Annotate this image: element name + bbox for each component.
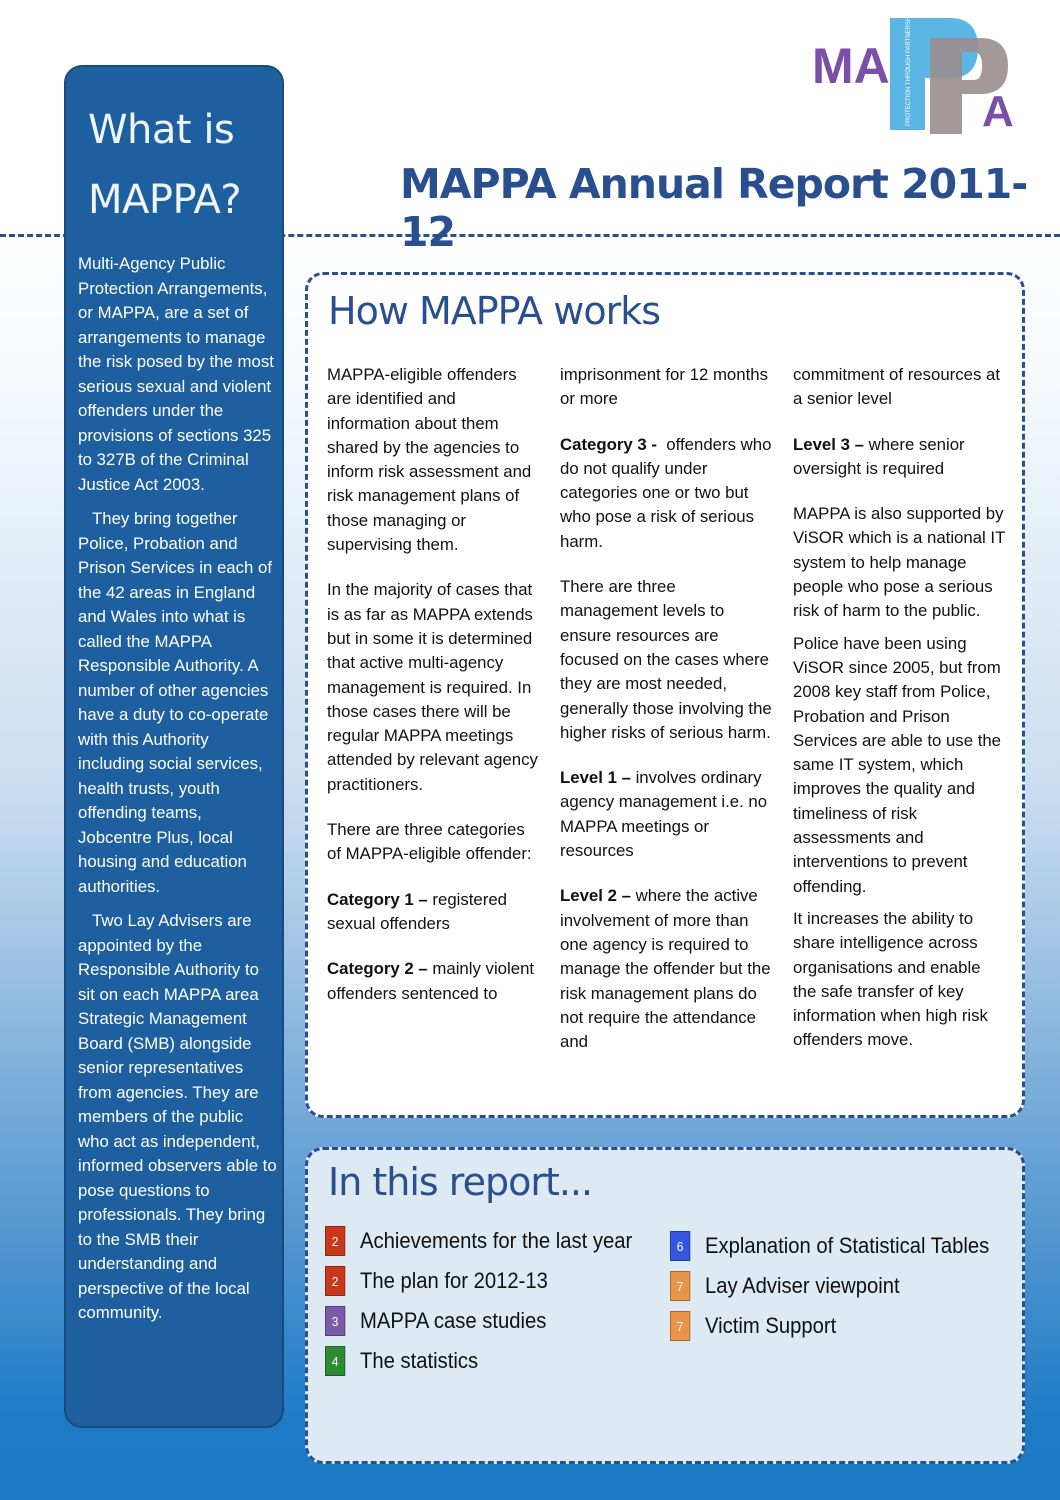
category-1 [327,888,542,937]
sidebar-title [66,67,282,235]
text: offenders who do not qualify under categories one or two but who pose a risk of serious harm. [560,434,777,551]
label: Level 1 – [560,768,631,788]
paragraph: It increases the ability to share intelligence across organisations and enable the safe transfer of key information when high risk offenders move. [793,908,988,1050]
page-number-badge: 6 [670,1231,690,1261]
what-is-mappa-panel [64,65,284,1428]
level-3 [793,433,1008,482]
sidebar-paragraph: They bring together Police, Probation and Prison Services in each of the 42 areas in England and Wales into what is called the MAPPA Responsible Authority. A number of other agencies have a duty to co-operate with this Authority including social services, health trusts, youth offending teams, Jobcentre Plus, local housing and education authorities. [78,509,273,896]
sidebar-title-line2: MAPPA? [88,177,242,223]
paragraph: imprisonment for 12 months or more [560,365,768,409]
level-1 [560,766,775,863]
report-item[interactable] [670,1311,836,1341]
paragraph: There are three management levels to ensure resources are focused on the cases where they are most needed, generally those involving the higher risks of serious harm. [560,577,772,742]
logo-ma-letters: MA [812,38,890,94]
logo-a-letter: A [982,87,1014,134]
page-number-badge: 7 [670,1311,690,1341]
report-item-label: The plan for 2012-13 [359,1268,548,1293]
sidebar-title-line1: What is [88,107,235,153]
column-3 [793,363,1008,1074]
paragraph: There are three categories of MAPPA-eligible offender: [327,820,532,864]
label: Category 2 – [327,959,428,979]
section-heading: How MAPPA works [328,289,660,333]
paragraph: MAPPA-eligible offenders are identified and information about them shared by the agencies to inform risk assessment and risk management plans of those managing or supervising them. [327,365,532,555]
report-item[interactable] [325,1226,632,1256]
page-number-badge: 2 [325,1266,345,1296]
report-item[interactable] [325,1266,548,1296]
report-item-label: MAPPA case studies [359,1308,547,1333]
report-item-label: Achievements for the last year [359,1228,633,1253]
report-item-label: The statistics [359,1348,479,1373]
column-2 [560,363,775,1075]
label: Category 3 - [560,434,657,454]
sidebar-paragraph: Two Lay Advisers are appointed by the Responsible Authority to sit on each MAPPA area Strategic Management Board (SMB) alongside senior representatives from agencies. They are members of the public who act as independent, informed observers able to pose questions to professionals. They bring to the SMB their understanding and perspective of the local community. [78,911,277,1322]
report-item[interactable] [325,1346,478,1376]
text: mainly violent offenders sentenced to [327,959,535,1003]
text: involves ordinary agency management i.e. no MAPPA meetings or resources [560,768,768,861]
text: where the active involvement of more than one agency is required to manage the offender but the risk management plans do not require the attendance and [560,886,771,1052]
report-item[interactable] [670,1271,900,1301]
report-title: MAPPA Annual Report 2011-12 [400,160,1028,256]
paragraph: In the majority of cases that is as far as MAPPA extends but in some it is determined that active multi-agency management is required. In those cases there will be regular MAPPA meetings attended by relevant agency practitioners. [327,580,538,794]
category-3 [560,433,775,554]
mappa-logo [810,8,1030,134]
page-number-badge: 7 [670,1271,690,1301]
text: registered sexual offenders [327,889,508,933]
paragraph: MAPPA is also supported by ViSOR which is a national IT system to help manage people who pose a serious risk of harm to the public. [793,504,1006,621]
label: Level 2 – [560,886,631,906]
page-number-badge: 2 [325,1226,345,1256]
page-number-badge: 3 [325,1306,345,1336]
report-item-label: Explanation of Statistical Tables [704,1233,990,1258]
category-2 [327,957,542,1006]
page-number-badge: 4 [325,1346,345,1376]
level-2 [560,884,775,1054]
report-item[interactable] [670,1231,989,1261]
in-this-report-section [305,1147,1025,1464]
column-1 [327,363,542,1027]
label: Level 3 – [793,434,864,454]
paragraph: commitment of resources at a senior level [793,365,1001,409]
how-mappa-works-section [305,272,1025,1118]
text: where senior oversight is required [793,434,965,478]
report-item-label: Victim Support [704,1313,837,1338]
sidebar-paragraph: Multi-Agency Public Protection Arrangements, or MAPPA, are a set of arrangements to manage the risk posed by the most serious sexual and violent offenders under the provisions of sections 325 to 327B of the Criminal Justice Act 2003. [78,254,274,494]
logo-tagline: PROTECTION THROUGH PARTNERSHIP [906,10,912,126]
report-item-label: Lay Adviser viewpoint [704,1273,900,1298]
label: Category 1 – [327,889,428,909]
paragraph: Police have been using ViSOR since 2005, but from 2008 key staff from Police, Probation and Prison Services are able to use the same IT system, which improves the quality and timeliness of risk assessments and interventions to prevent offending. [793,633,1002,896]
section-heading: In this report... [328,1160,593,1204]
report-item[interactable] [325,1306,546,1336]
